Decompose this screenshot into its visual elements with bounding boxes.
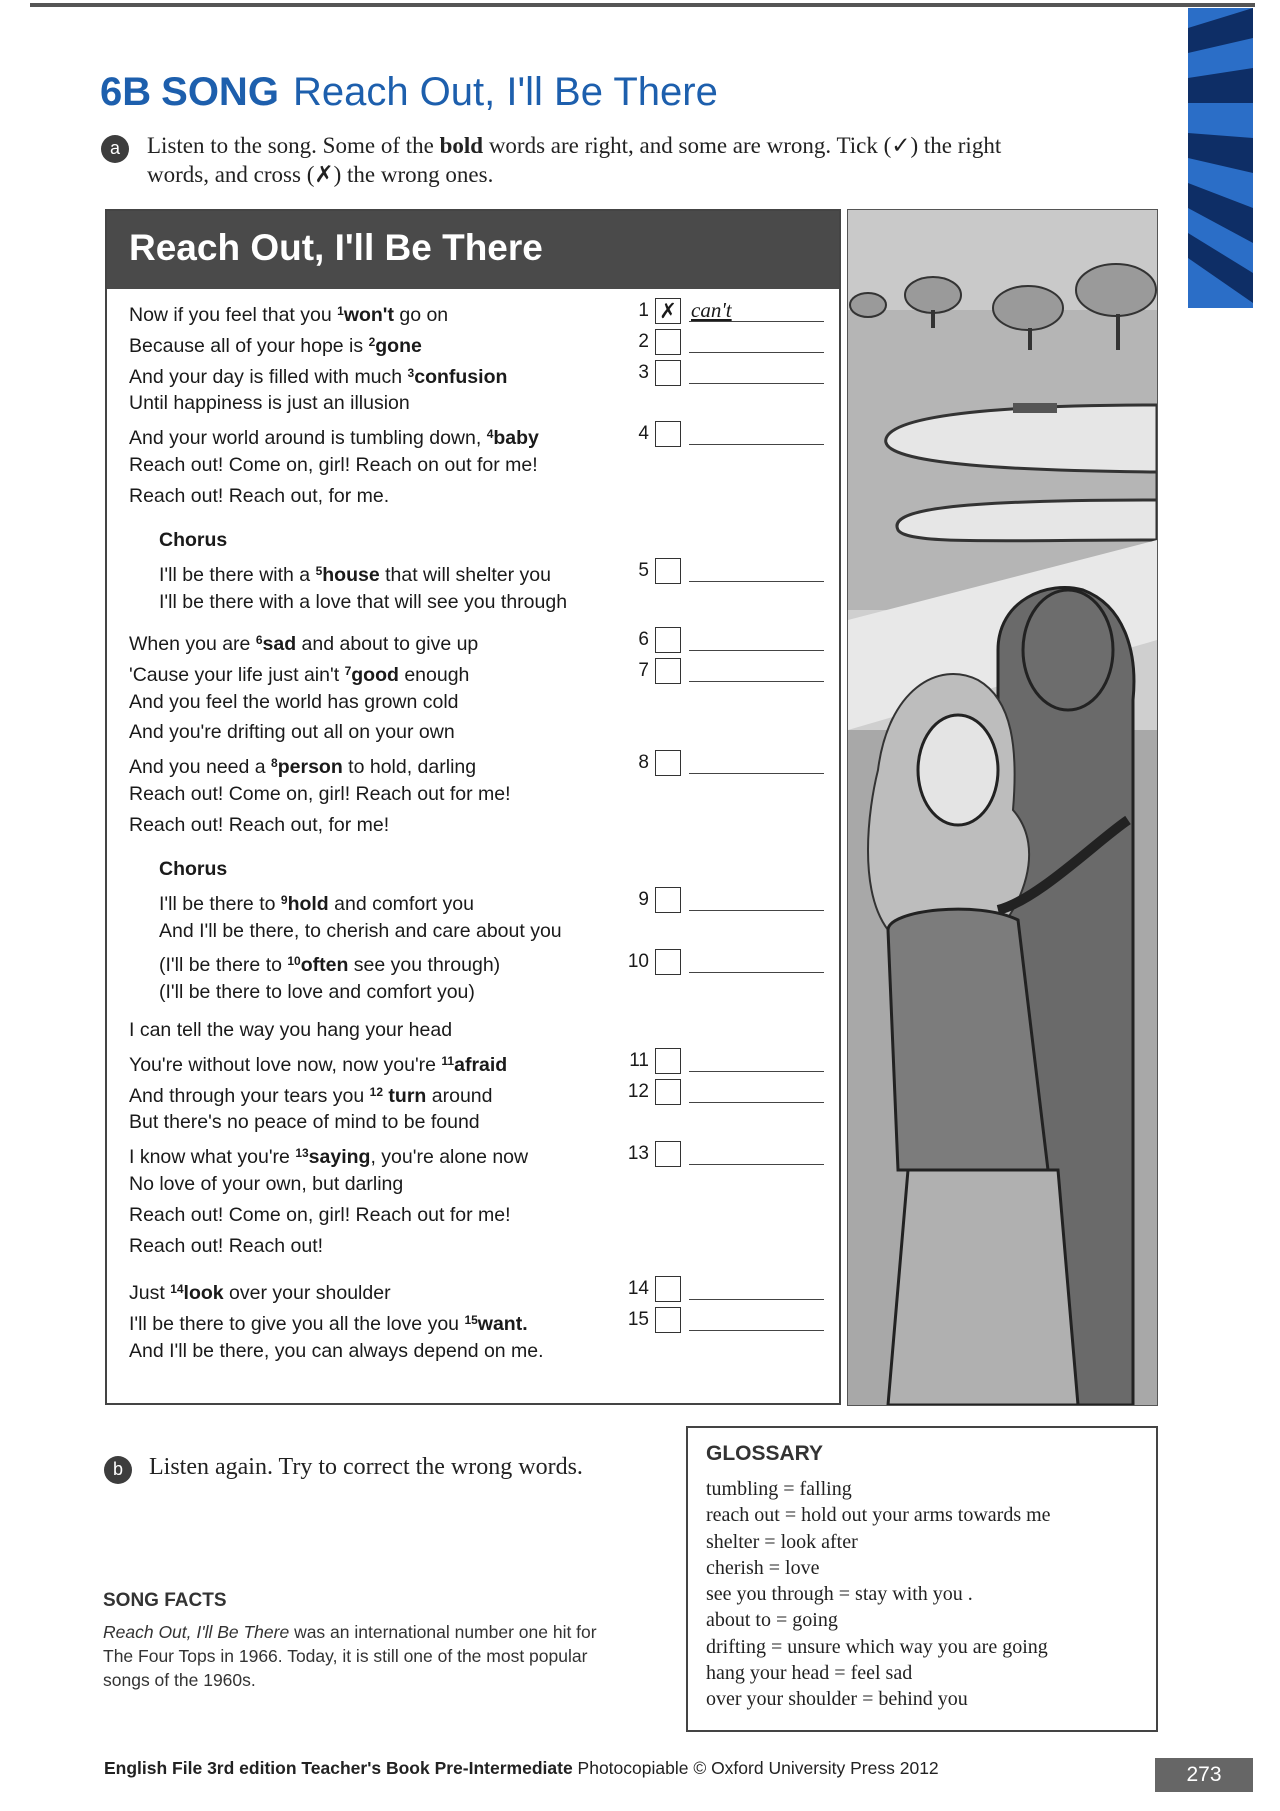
answer-blank[interactable] (689, 1164, 824, 1165)
page-title (100, 66, 718, 118)
answer-checkbox[interactable] (655, 360, 681, 386)
answer-checkbox[interactable] (655, 887, 681, 913)
glossary-item: over your shoulder = behind you (706, 1688, 968, 1711)
glossary-item: hang your head = feel sad (706, 1662, 913, 1685)
chorus-label: Chorus (159, 858, 228, 880)
answer-checkbox[interactable] (655, 1307, 681, 1333)
answer-blank[interactable] (689, 1299, 824, 1300)
answer-blank[interactable] (689, 352, 824, 353)
song-illustration (847, 209, 1158, 1406)
answer-row: 3 (609, 358, 819, 388)
answer-row: 10 (609, 947, 819, 977)
glossary-item: see you through = stay with you . (706, 1583, 973, 1606)
answer-row: 6 (609, 625, 819, 655)
answer-blank[interactable] (689, 383, 824, 384)
answer-checkbox[interactable]: ✗ (655, 298, 681, 324)
song-header (107, 211, 839, 289)
answer-row: 4 (609, 419, 819, 449)
answer-row: 5 (609, 556, 819, 586)
song-lyrics-box (105, 209, 841, 1405)
verse-3: I can tell the way you hang your head You're without love now, now you're $^{11}$afraid And through your tears you $^{12}$ turn around But there's no peace of mind to be found I know what you're $^{13}$saying, you're alone now No love of your own, but darling Reach out! Come on, girl! Reach out for me! Reach out! Reach out! (129, 1019, 529, 1257)
verse-2: When you are $^6$sad and about to give up 'Cause your life just ain't $^7$good enough And you feel the world has grown cold And you're drifting out all on your own And you need a $^8$person to hold, darling Reach out! Come on, girl! Reach out for me! Reach out! Reach out, for me! (129, 633, 511, 836)
answer-blank[interactable] (689, 1330, 824, 1331)
song-facts-title: SONG FACTS (103, 1590, 227, 1611)
song-facts-text: Reach Out, I'll Be There was an international number one hit for The Four Tops in 1966. Today, it is still one of the most popular songs of the 1960s. (103, 1622, 597, 1690)
answer-row: 14 (609, 1274, 819, 1304)
glossary-item: drifting = unsure which way you are going (706, 1635, 1048, 1658)
exercise-a-badge: a (101, 135, 129, 163)
corner-decoration (1188, 8, 1253, 308)
answer-row: 11 (609, 1046, 819, 1076)
answer-checkbox[interactable] (655, 1079, 681, 1105)
unit-name: Reach Out, I'll Be There (292, 70, 718, 114)
answer-checkbox[interactable] (655, 627, 681, 653)
answer-row: 1 ✗ can't (609, 296, 819, 326)
glossary-item: reach out = hold out your arms towards me (706, 1504, 1051, 1527)
top-rule (30, 3, 1255, 7)
chorus-2: Chorus I'll be there to $^9$hold and comfort you And I'll be there, to cherish and care about you (I'll be there to $^{10}$often see you through) (I'll be there to love and comfort you) (159, 854, 562, 1008)
chorus-label: Chorus (159, 529, 228, 551)
glossary-item: about to = going (706, 1609, 838, 1632)
exercise-a-instruction: Listen to the song. Some of the bold words are right, and some are wrong. Tick (✓) the right words, and cross (✗) the wrong ones. (147, 133, 1002, 187)
answer-checkbox[interactable] (655, 1048, 681, 1074)
answer-word: can't (691, 298, 732, 322)
answer-blank[interactable] (689, 1071, 824, 1072)
glossary-title: GLOSSARY (706, 1442, 824, 1465)
answer-checkbox[interactable] (655, 329, 681, 355)
answer-blank[interactable] (689, 773, 824, 774)
answer-row: 9 (609, 885, 819, 915)
answer-checkbox[interactable] (655, 750, 681, 776)
glossary-item: cherish = love (706, 1556, 820, 1579)
answer-row: 13 (609, 1139, 819, 1169)
answer-checkbox[interactable] (655, 949, 681, 975)
answer-blank[interactable] (689, 444, 824, 445)
answer-checkbox[interactable] (655, 558, 681, 584)
answer-checkbox[interactable] (655, 421, 681, 447)
answer-row: 15 (609, 1305, 819, 1335)
chorus-1: Chorus I'll be there with a $^5$house that will shelter you I'll be there with a love that will see you through (159, 525, 567, 617)
song-title: Reach Out, I'll Be There (129, 227, 543, 268)
answer-blank[interactable] (689, 1102, 824, 1103)
answer-blank[interactable] (689, 650, 824, 651)
answer-blank[interactable] (689, 681, 824, 682)
unit-kind: SONG (161, 70, 279, 114)
exercise-b-badge: b (104, 1456, 132, 1484)
answer-row: 7 (609, 656, 819, 686)
verse-1: Now if you feel that you $^1$won't go on Because all of your hope is $^2$gone And your day is filled with much $^3$confusion Until happiness is just an illusion And your world around is tumbling down, $^4$baby Reach out! Come on, girl! Reach on out for me! Reach out! Reach out, for me. (129, 304, 539, 507)
verse-4: Just $^{14}$look over your shoulder I'll be there to give you all the love you $^{15}$want. And I'll be there, you can always depend on me. (129, 1282, 544, 1362)
glossary-item: tumbling = falling (706, 1478, 852, 1500)
answer-row: 12 (609, 1077, 819, 1107)
answer-blank[interactable] (689, 910, 824, 911)
glossary-box (686, 1426, 1158, 1732)
footer: English File 3rd edition Teacher's Book Pre-Intermediate Photocopiable © Oxford University Press 2012 (104, 1758, 939, 1778)
page-number: 273 (1155, 1758, 1253, 1792)
answer-checkbox[interactable] (655, 1276, 681, 1302)
answer-checkbox[interactable] (655, 658, 681, 684)
exercise-b-instruction: Listen again. Try to correct the wrong words. (149, 1454, 583, 1480)
answer-blank[interactable] (689, 581, 824, 582)
answer-row: 2 (609, 327, 819, 357)
glossary-list (706, 1476, 1051, 1713)
answer-checkbox[interactable] (655, 1141, 681, 1167)
answer-blank[interactable] (689, 972, 824, 973)
glossary-item: shelter = look after (706, 1530, 858, 1553)
unit-code: 6B (100, 70, 152, 114)
answer-row: 8 (609, 748, 819, 778)
